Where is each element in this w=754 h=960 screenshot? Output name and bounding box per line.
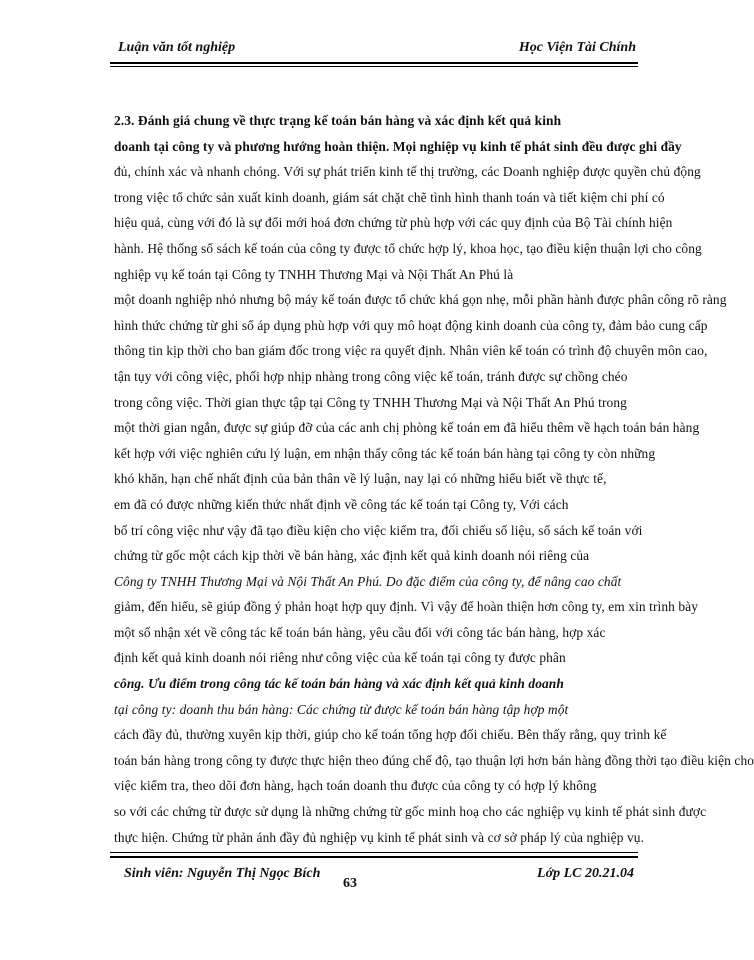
footer-class-code: Lớp LC 20.21.04 [537, 866, 634, 881]
body-line: Công ty TNHH Thương Mại và Nội Thất An Phú. Do đặc điểm của công ty, để nâng cao chất [114, 573, 622, 589]
header-institution: Học Viện Tài Chính [518, 40, 636, 55]
footer-rule [110, 856, 638, 858]
page-number: 63 [343, 876, 357, 891]
body-line: kết hợp với việc nghiên cứu lý luận, em nhận thấy công tác kế toán bán hàng tại công ty còn những [114, 445, 656, 461]
body-line: em đã có được những kiến thức nhất định về công tác kế toán tại Công ty, Với cách [114, 496, 569, 512]
body-line: một số nhận xét về công tác kế toán bán hàng, yêu cầu đối với công tác bán hàng, hợp xác [114, 624, 606, 640]
footer-rule-thin [110, 852, 638, 853]
body-line: nghiệp vụ kế toán tại Công ty TNHH Thương Mại và Nội Thất An Phú là [114, 266, 514, 282]
body-text [114, 108, 754, 850]
body-line: so với các chứng từ được sử dụng là những chứng từ gốc minh hoạ cho các nghiệp vụ kinh tế phát sinh được [114, 804, 707, 820]
body-line: trong công việc. Thời gian thực tập tại Công ty TNHH Thương Mại và Nội Thất An Phú trong [114, 394, 627, 410]
body-line: việc kiểm tra, theo dõi đơn hàng, hạch toán doanh thu được của công ty có hợp lý không [114, 778, 597, 794]
body-line: định kết quả kinh doanh nói riêng như công việc của kế toán tại công ty được phân [114, 650, 566, 666]
footer-student-name: Sinh viên: Nguyễn Thị Ngọc Bích [124, 866, 321, 881]
body-line: tận tụy với công việc, phối hợp nhịp nhàng trong công việc kế toán, tránh được sự chồng chéo [114, 368, 628, 384]
page-header [110, 38, 638, 60]
body-line: trong việc tổ chức sản xuất kinh doanh, giám sát chặt chẽ tình hình thanh toán và tiết kiệm chi phí có [114, 189, 665, 205]
body-line: toán bán hàng trong công ty được thực hiện theo đúng chế độ, tạo thuận lợi hơn bán hàng đồng thời tạo điều kiện cho [114, 752, 754, 768]
body-line: bố trí công việc như vậy đã tạo điều kiện cho việc kiểm tra, đối chiếu số liệu, sổ sách kế toán với [114, 522, 643, 538]
header-thesis-title: Luận văn tốt nghiệp [118, 40, 236, 55]
header-rule [110, 62, 638, 64]
body-line: chứng từ gốc một cách kịp thời về bán hàng, xác định kết quả kinh doanh nói riêng của [114, 548, 590, 564]
body-line: 2.3. Đánh giá chung về thực trạng kế toán bán hàng và xác định kết quả kinh [114, 113, 562, 128]
body-line: cách đầy đủ, thường xuyên kịp thời, giúp cho kế toán tổng hợp đối chiếu. Bên thấy rằng, quy trình kế [114, 727, 667, 743]
body-line: hình thức chứng từ ghi sổ áp dụng phù hợp với quy mô hoạt động kinh doanh của công ty, đảm bảo cung cấp [114, 317, 708, 333]
body-line: tại công ty: doanh thu bán hàng: Các chứng từ được kế toán bán hàng tập hợp một [114, 701, 569, 717]
body-line: khó khăn, hạn chế nhất định của bản thân về lý luận, nay lại có những hiểu biết về thực tế, [114, 471, 607, 487]
body-line: doanh tại công ty và phương hướng hoàn thiện. Mọi nghiệp vụ kinh tế phát sinh đều được ghi đầy [114, 138, 682, 154]
body-line: công. Ưu điểm trong công tác kế toán bán hàng và xác định kết quả kinh doanh [114, 676, 564, 692]
body-line: một thời gian ngắn, được sự giúp đỡ của các anh chị phòng kế toán em đã hiểu thêm về hạch toán bán hàng [114, 420, 700, 436]
body-line: đủ, chính xác và nhanh chóng. Với sự phát triển kinh tế thị trường, các Doanh nghiệp được quyền chủ động [114, 164, 701, 180]
body-line: thực hiện. Chứng từ phản ánh đầy đủ nghiệp vụ kinh tế phát sinh và cơ sở pháp lý của nghiệp vụ. [114, 829, 645, 845]
body-line: hành. Hệ thống sổ sách kế toán của công ty được tổ chức hợp lý, khoa học, tạo điều kiện thuận lợi cho công [114, 240, 702, 256]
body-line: thông tin kịp thời cho ban giám đốc trong việc ra quyết định. Nhân viên kế toán có trình độ chuyên môn cao, [114, 343, 708, 359]
header-rule-thin [110, 66, 638, 67]
body-line: hiệu quả, cùng với đó là sự đổi mới hoá đơn chứng từ phù hợp với các quy định của Bộ Tài chính hiện [114, 215, 673, 231]
body-line: giảm, đến hiểu, sẽ giúp đồng ý phản hoạt hợp quy định. Vì vậy để hoàn thiện hơn công ty, em xin trình bày [114, 599, 699, 615]
body-line: một doanh nghiệp nhỏ nhưng bộ máy kế toán được tổ chức khá gọn nhẹ, mỗi phần hành được phân công rõ ràng [114, 292, 727, 308]
